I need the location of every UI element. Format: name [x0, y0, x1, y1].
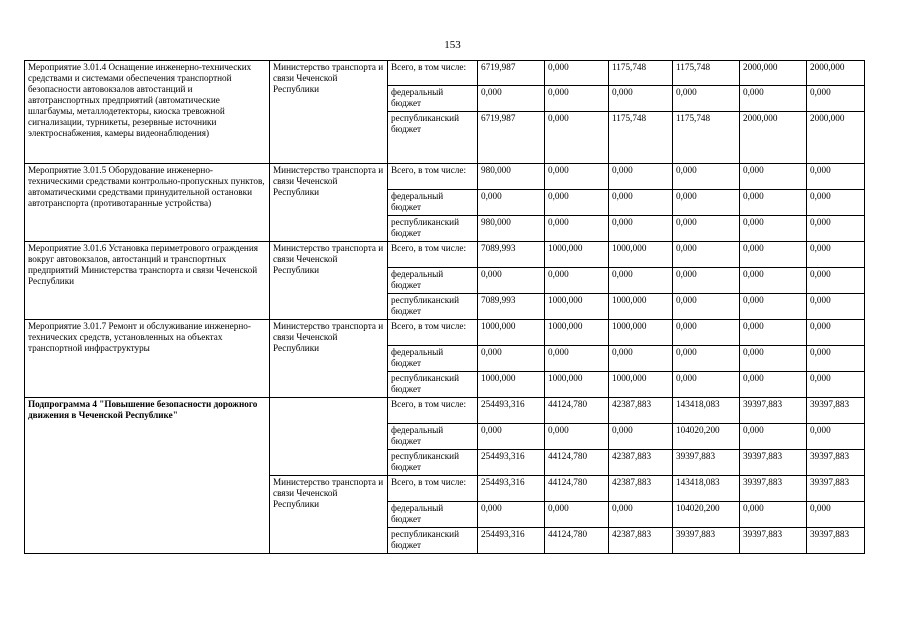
responsible-executor-cell: Министерство транспорта и связи Чеченской Республики [270, 320, 388, 398]
funding-source-cell: федеральный бюджет [388, 502, 478, 528]
amount-cell: 0,000 [478, 190, 545, 216]
amount-cell: 1000,000 [609, 242, 673, 268]
amount-cell: 2000,000 [740, 61, 807, 86]
funding-source-cell: республиканский бюджет [388, 112, 478, 164]
amount-cell: 0,000 [807, 346, 865, 372]
amount-cell: 39397,883 [807, 398, 865, 424]
amount-cell: 39397,883 [673, 450, 740, 476]
funding-source-cell: Всего, в том числе: [388, 320, 478, 346]
amount-cell: 1000,000 [609, 294, 673, 320]
amount-cell: 0,000 [740, 86, 807, 112]
amount-cell: 0,000 [545, 190, 609, 216]
amount-cell: 0,000 [609, 86, 673, 112]
amount-cell: 0,000 [545, 86, 609, 112]
amount-cell: 0,000 [673, 190, 740, 216]
amount-cell: 1000,000 [545, 294, 609, 320]
amount-cell: 1000,000 [478, 320, 545, 346]
amount-cell: 44124,780 [545, 398, 609, 424]
funding-source-cell: Всего, в том числе: [388, 61, 478, 86]
page-number: 153 [444, 39, 461, 51]
amount-cell: 1000,000 [609, 372, 673, 398]
amount-cell: 0,000 [807, 424, 865, 450]
amount-cell: 0,000 [807, 242, 865, 268]
measure-description-cell: Мероприятие 3.01.7 Ремонт и обслуживание инженерно-технических средств, установленных на объектах транспортной инфраструктуры [25, 320, 270, 398]
responsible-executor-cell: Министерство транспорта и связи Чеченской Республики [270, 164, 388, 242]
amount-cell: 6719,987 [478, 61, 545, 86]
amount-cell: 980,000 [478, 164, 545, 190]
funding-source-cell: республиканский бюджет [388, 216, 478, 242]
amount-cell: 42387,883 [609, 398, 673, 424]
measure-description-cell: Мероприятие 3.01.6 Установка периметрового ограждения вокруг автовокзалов, автостанций и транспортных предприятий Министерства транспорта и связи Чеченской Республики [25, 242, 270, 320]
funding-source-cell: федеральный бюджет [388, 268, 478, 294]
amount-cell: 0,000 [545, 112, 609, 164]
amount-cell: 0,000 [673, 294, 740, 320]
amount-cell: 0,000 [478, 346, 545, 372]
amount-cell: 0,000 [740, 216, 807, 242]
responsible-executor-cell: Министерство транспорта и связи Чеченской Республики [270, 476, 388, 554]
measure-description-cell: Подпрограмма 4 "Повышение безопасности дорожного движения в Чеченской Республике" [25, 398, 270, 554]
amount-cell: 0,000 [807, 190, 865, 216]
amount-cell: 2000,000 [740, 112, 807, 164]
table-row [25, 242, 865, 268]
funding-source-cell: Всего, в том числе: [388, 242, 478, 268]
amount-cell: 104020,200 [673, 502, 740, 528]
amount-cell: 1175,748 [609, 112, 673, 164]
amount-cell: 0,000 [609, 164, 673, 190]
amount-cell: 44124,780 [545, 476, 609, 502]
funding-source-cell: республиканский бюджет [388, 294, 478, 320]
amount-cell: 0,000 [545, 164, 609, 190]
amount-cell: 42387,883 [609, 476, 673, 502]
amount-cell: 254493,316 [478, 528, 545, 554]
funding-source-cell: федеральный бюджет [388, 346, 478, 372]
amount-cell: 0,000 [740, 164, 807, 190]
amount-cell: 0,000 [545, 61, 609, 86]
amount-cell: 0,000 [673, 164, 740, 190]
amount-cell: 0,000 [740, 502, 807, 528]
amount-cell: 104020,200 [673, 424, 740, 450]
amount-cell: 143418,083 [673, 476, 740, 502]
funding-source-cell: Всего, в том числе: [388, 398, 478, 424]
amount-cell: 0,000 [673, 242, 740, 268]
amount-cell: 0,000 [807, 268, 865, 294]
amount-cell: 254493,316 [478, 450, 545, 476]
amount-cell: 0,000 [609, 268, 673, 294]
amount-cell: 0,000 [740, 320, 807, 346]
amount-cell: 1000,000 [609, 320, 673, 346]
amount-cell: 143418,083 [673, 398, 740, 424]
amount-cell: 0,000 [545, 424, 609, 450]
responsible-executor-cell: Министерство транспорта и связи Чеченской Республики [270, 61, 388, 164]
amount-cell: 1175,748 [673, 112, 740, 164]
amount-cell: 0,000 [807, 86, 865, 112]
amount-cell: 1000,000 [478, 372, 545, 398]
funding-source-cell: республиканский бюджет [388, 528, 478, 554]
budget-table [24, 60, 865, 554]
amount-cell: 1000,000 [545, 320, 609, 346]
funding-source-cell: федеральный бюджет [388, 86, 478, 112]
amount-cell: 0,000 [807, 216, 865, 242]
amount-cell: 39397,883 [807, 528, 865, 554]
measure-description-cell: Мероприятие 3.01.5 Оборудование инженерно-техническими средствами контрольно-пропускных пунктов, автоматическими средствами принудительной остановки автотранспорта (противотаранные устройства) [25, 164, 270, 242]
amount-cell: 0,000 [478, 502, 545, 528]
amount-cell: 980,000 [478, 216, 545, 242]
funding-source-cell: федеральный бюджет [388, 190, 478, 216]
amount-cell: 0,000 [740, 424, 807, 450]
amount-cell: 0,000 [609, 502, 673, 528]
amount-cell: 39397,883 [807, 476, 865, 502]
amount-cell: 0,000 [740, 190, 807, 216]
funding-source-cell: республиканский бюджет [388, 450, 478, 476]
amount-cell: 0,000 [609, 216, 673, 242]
funding-source-cell: Всего, в том числе: [388, 164, 478, 190]
amount-cell: 42387,883 [609, 450, 673, 476]
amount-cell: 39397,883 [740, 528, 807, 554]
amount-cell: 0,000 [545, 346, 609, 372]
amount-cell: 0,000 [478, 86, 545, 112]
amount-cell: 0,000 [673, 216, 740, 242]
amount-cell: 0,000 [609, 424, 673, 450]
amount-cell: 0,000 [673, 268, 740, 294]
amount-cell: 1000,000 [545, 372, 609, 398]
amount-cell: 1175,748 [673, 61, 740, 86]
amount-cell: 6719,987 [478, 112, 545, 164]
amount-cell: 0,000 [478, 268, 545, 294]
amount-cell: 2000,000 [807, 112, 865, 164]
amount-cell: 0,000 [807, 502, 865, 528]
amount-cell: 0,000 [478, 424, 545, 450]
amount-cell: 39397,883 [740, 476, 807, 502]
amount-cell: 0,000 [740, 294, 807, 320]
amount-cell: 1175,748 [609, 61, 673, 86]
funding-source-cell: федеральный бюджет [388, 424, 478, 450]
amount-cell: 0,000 [673, 86, 740, 112]
amount-cell: 2000,000 [807, 61, 865, 86]
responsible-executor-cell: Министерство транспорта и связи Чеченской Республики [270, 242, 388, 320]
amount-cell: 0,000 [609, 346, 673, 372]
amount-cell: 0,000 [807, 372, 865, 398]
amount-cell: 44124,780 [545, 528, 609, 554]
amount-cell: 0,000 [740, 242, 807, 268]
amount-cell: 42387,883 [609, 528, 673, 554]
table-row [25, 320, 865, 346]
amount-cell: 1000,000 [545, 242, 609, 268]
amount-cell: 0,000 [807, 320, 865, 346]
amount-cell: 0,000 [740, 372, 807, 398]
amount-cell: 0,000 [545, 216, 609, 242]
measure-description-cell: Мероприятие 3.01.4 Оснащение инженерно-технических средствами и системами обеспечения транспортной безопасности автовокзалов автостанций и автотранспортных предприятий (автоматические шлагбаумы, металлодетекторы, киоска тревожной сигнализации, турникеты, резервные источники электроснабжения, камеры видеонаблюдения) [25, 61, 270, 164]
funding-source-cell: республиканский бюджет [388, 372, 478, 398]
amount-cell: 0,000 [740, 346, 807, 372]
amount-cell: 0,000 [673, 372, 740, 398]
amount-cell: 39397,883 [673, 528, 740, 554]
amount-cell: 39397,883 [807, 450, 865, 476]
responsible-executor-cell [270, 398, 388, 476]
amount-cell: 39397,883 [740, 450, 807, 476]
amount-cell: 0,000 [545, 502, 609, 528]
amount-cell: 39397,883 [740, 398, 807, 424]
amount-cell: 0,000 [807, 164, 865, 190]
amount-cell: 0,000 [673, 320, 740, 346]
amount-cell: 7089,993 [478, 242, 545, 268]
amount-cell: 7089,993 [478, 294, 545, 320]
amount-cell: 0,000 [740, 268, 807, 294]
funding-source-cell: Всего, в том числе: [388, 476, 478, 502]
amount-cell: 44124,780 [545, 450, 609, 476]
amount-cell: 0,000 [545, 268, 609, 294]
amount-cell: 0,000 [609, 190, 673, 216]
table-row [25, 398, 865, 424]
amount-cell: 254493,316 [478, 398, 545, 424]
amount-cell: 0,000 [807, 294, 865, 320]
table-row [25, 164, 865, 190]
amount-cell: 0,000 [673, 346, 740, 372]
table-row [25, 61, 865, 86]
amount-cell: 254493,316 [478, 476, 545, 502]
